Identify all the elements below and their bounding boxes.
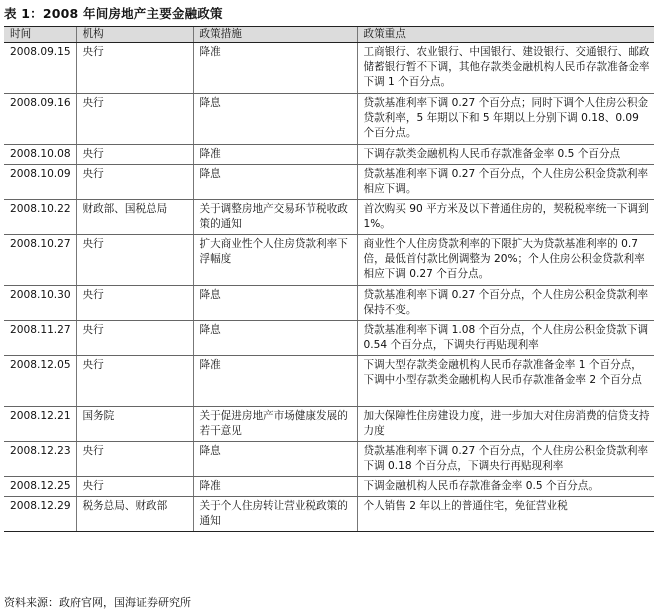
cell-date: 2008.10.08 xyxy=(4,145,76,165)
cell-date: 2008.10.22 xyxy=(4,200,76,235)
cell-date: 2008.11.27 xyxy=(4,321,76,356)
cell-measure: 降息 xyxy=(193,165,357,200)
table-header-row xyxy=(4,27,654,43)
header-measure: 政策措施 xyxy=(193,27,357,43)
cell-measure: 降息 xyxy=(193,442,357,477)
table-row xyxy=(4,321,654,356)
cell-measure: 降准 xyxy=(193,43,357,94)
table-row xyxy=(4,497,654,532)
cell-institution: 央行 xyxy=(76,94,193,145)
table-row xyxy=(4,477,654,497)
cell-focus: 贷款基准利率下调 0.27 个百分点，个人住房公积金贷款利率相应下调。 xyxy=(357,165,654,200)
table-row xyxy=(4,200,654,235)
cell-date: 2008.12.25 xyxy=(4,477,76,497)
cell-measure: 降准 xyxy=(193,477,357,497)
header-institution: 机构 xyxy=(76,27,193,43)
table-title: 表 1：2008 年间房地产主要金融政策 xyxy=(4,6,223,21)
cell-measure: 扩大商业性个人住房贷款利率下浮幅度 xyxy=(193,235,357,286)
table-row xyxy=(4,286,654,321)
cell-measure: 降息 xyxy=(193,321,357,356)
cell-date: 2008.12.05 xyxy=(4,356,76,407)
cell-institution: 央行 xyxy=(76,286,193,321)
table-row xyxy=(4,356,654,407)
cell-focus: 商业性个人住房贷款利率的下限扩大为贷款基准利率的 0.7 倍，最低首付款比例调整为 20%；个人住房公积金贷款利率相应下调 0.27 个百分点。 xyxy=(357,235,654,286)
table-row xyxy=(4,442,654,477)
cell-institution: 央行 xyxy=(76,43,193,94)
cell-measure: 降息 xyxy=(193,94,357,145)
cell-focus: 加大保障性住房建设力度，进一步加大对住房消费的信贷支持力度 xyxy=(357,407,654,442)
cell-focus: 下调存款类金融机构人民币存款准备金率 0.5 个百分点 xyxy=(357,145,654,165)
cell-institution: 央行 xyxy=(76,442,193,477)
table-row xyxy=(4,145,654,165)
cell-institution: 央行 xyxy=(76,321,193,356)
table-row xyxy=(4,43,654,94)
cell-institution: 央行 xyxy=(76,356,193,407)
cell-focus: 贷款基准利率下调 0.27 个百分点；同时下调个人住房公积金贷款利率，5 年期以下和 5 年期以上分别下调 0.18、0.09 个百分点。 xyxy=(357,94,654,145)
cell-measure: 关于调整房地产交易环节税收政策的通知 xyxy=(193,200,357,235)
cell-focus: 个人销售 2 年以上的普通住宅，免征营业税 xyxy=(357,497,654,532)
cell-institution: 央行 xyxy=(76,477,193,497)
cell-focus: 下调大型存款类金融机构人民币存款准备金率 1 个百分点，下调中小型存款类金融机构人民币存款准备金率 2 个百分点 xyxy=(357,356,654,407)
cell-measure: 降息 xyxy=(193,286,357,321)
cell-institution: 国务院 xyxy=(76,407,193,442)
cell-date: 2008.09.15 xyxy=(4,43,76,94)
cell-institution: 财政部、国税总局 xyxy=(76,200,193,235)
cell-institution: 央行 xyxy=(76,235,193,286)
header-focus: 政策重点 xyxy=(357,27,654,43)
policy-table xyxy=(4,26,654,532)
table-row xyxy=(4,165,654,200)
header-date: 时间 xyxy=(4,27,76,43)
cell-focus: 下调金融机构人民币存款准备金率 0.5 个百分点。 xyxy=(357,477,654,497)
cell-measure: 降准 xyxy=(193,145,357,165)
cell-date: 2008.09.16 xyxy=(4,94,76,145)
cell-focus: 工商银行、农业银行、中国银行、建设银行、交通银行、邮政储蓄银行暂不下调，其他存款类金融机构人民币存款准备金率下调 1 个百分点。 xyxy=(357,43,654,94)
cell-date: 2008.12.29 xyxy=(4,497,76,532)
cell-date: 2008.10.09 xyxy=(4,165,76,200)
cell-institution: 央行 xyxy=(76,145,193,165)
table-row xyxy=(4,407,654,442)
cell-institution: 税务总局、财政部 xyxy=(76,497,193,532)
cell-measure: 关于促进房地产市场健康发展的若干意见 xyxy=(193,407,357,442)
cell-measure: 降准 xyxy=(193,356,357,407)
cell-date: 2008.10.30 xyxy=(4,286,76,321)
cell-focus: 贷款基准利率下调 1.08 个百分点，个人住房公积金贷款下调 0.54 个百分点，下调央行再贴现利率 xyxy=(357,321,654,356)
cell-date: 2008.10.27 xyxy=(4,235,76,286)
cell-focus: 贷款基准利率下调 0.27 个百分点，个人住房公积金贷款利率保持不变。 xyxy=(357,286,654,321)
table-row xyxy=(4,94,654,145)
cell-focus: 首次购买 90 平方米及以下普通住房的，契税税率统一下调到 1%。 xyxy=(357,200,654,235)
cell-date: 2008.12.23 xyxy=(4,442,76,477)
cell-date: 2008.12.21 xyxy=(4,407,76,442)
table-row xyxy=(4,235,654,286)
cell-institution: 央行 xyxy=(76,165,193,200)
source-note: 资料来源：政府官网，国海证券研究所 xyxy=(4,596,191,609)
cell-measure: 关于个人住房转让营业税政策的通知 xyxy=(193,497,357,532)
cell-focus: 贷款基准利率下调 0.27 个百分点，个人住房公积金贷款利率下调 0.18 个百分点，下调央行再贴现利率 xyxy=(357,442,654,477)
